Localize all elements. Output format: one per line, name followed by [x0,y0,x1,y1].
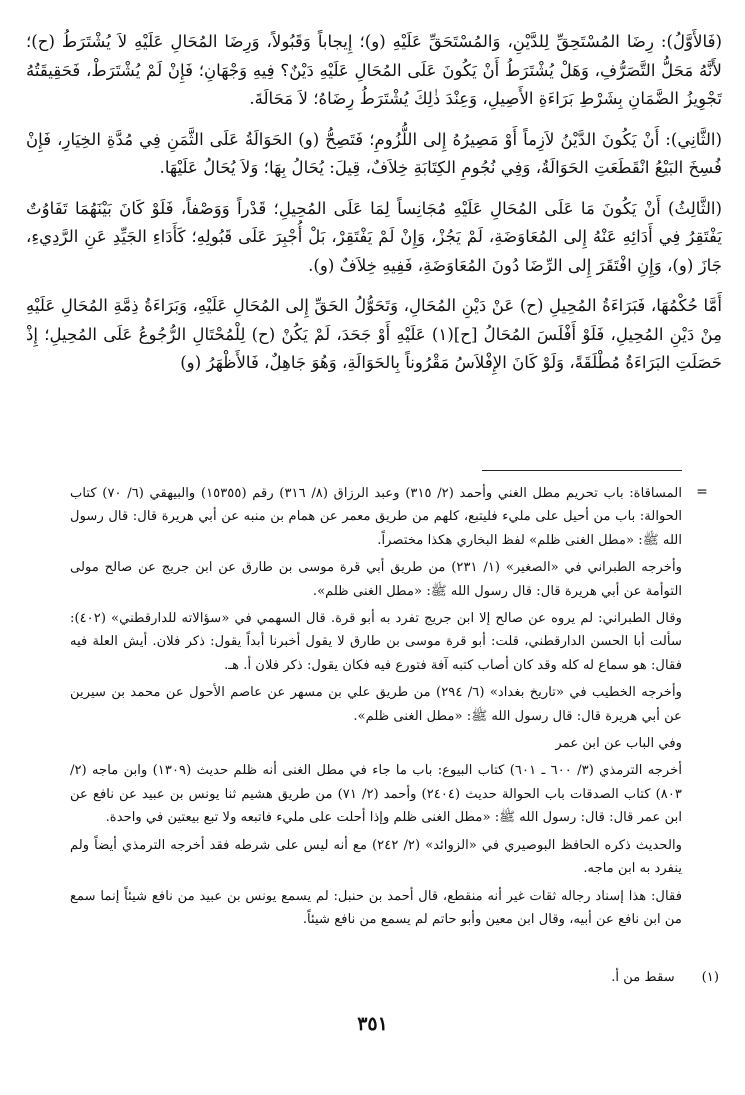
note-paragraph: وقال الطبراني: لم يروه عن صالح إلا ابن جريج تفرد به أبو قرة. قال السهمي في «سؤالاته للدارقطني» (٤٠٢): سألت أبا الحسن الدارقطني، قلت: أبو قرة موسى بن طارق لا يقول أخبرنا أبداً يقول: ذكر فلان. أيش العلة فيه فقال: هو سماع له كله وقد كان أصاب كتبه آفة فتورع فيه فكان يقول: ذكر فلان أ. هـ. [70,611,682,673]
footnote-1 [159,966,719,989]
footnotes-block [70,482,682,935]
footnote-separator [482,470,682,471]
main-text [26,28,722,390]
note-paragraph: وأخرجه الخطيب في «تاريخ بغداد» (٦/ ٢٩٤) من طريق علي بن مسهر عن عاصم الأحول عن محمد بن سيرين عن أبي هريرة قال: قال رسول الله ﷺ: «مطل الغنى ظلم». [70,685,682,724]
note-paragraph: والحديث ذكره الحافظ البوصيري في «الزوائد» (٢/ ٢٤٢) مع أنه ليس على شرطه فقد أخرجه الترمذي أيضاً ولم ينفرد به ابن ماجه. [70,837,682,877]
note-paragraph: المساقاة: باب تحريم مطل الغني وأحمد (٢/ ٣١٥) وعبد الرزاق (٨/ ٣١٦) رقم (١٥٣٥٥) والبيهقي (٦/ ٧٠) كتاب الحوالة: باب من أحيل على مليء فليتبع، كلهم من طريق معمر عن همام بن منبه عن أبي هريرة قال: قال رسول الله ﷺ: «مطل الغنى ظلم» لفظ البخاري هكذا مختصراً. [70,486,682,548]
main-paragraph-ruling: أَمَّا حُكْمُهَا، فَبَرَاءَةُ المُحِيلِ (ح) عَنْ دَيْنِ المُحَالِ، وَتَحَوُّلُ الحَقِّ إِلى المُحَالِ عَلَيْهِ، وَبَرَاءَةُ ذِمَّةِ المُحَالِ عَلَيْهِ مِنْ دَيْنِ المُحِيلِ، فَلَوْ أَفْلَسَ المُحَالُ [ح](١) عَلَيْهِ أَوْ جَحَدَ، لَمْ يَكُنْ (ح) لِلْمُحْتَالِ الرُّجُوعُ عَلَى المُحِيلِ؛ إِذْ حَصَلَتِ البَرَاءَةُ مُطْلَقَةً، وَلَوْ كَانَ الإِفْلاَسُ مَقْرُوناً بِالحَوَالَةِ، وَهُوَ جَاهِلٌ، فَالأَظْهَرُ (و) [26,296,722,372]
main-paragraph-third-condition: (الثَّالِثُ) أَنْ يَكُونَ مَا عَلَى المُحَالِ عَلَيْهِ مُجَانِساً لِمَا عَلَى المُحِيلِ؛ قَدْراً وَوَصْفاً، فَلَوْ كَانَ بَيْنَهُمَا تَفَاوُتٌ يَفْتَقِرُ فِي أَدَائِهِ عَنْهُ إِلى المُعَاوَضَةِ، لَمْ يَجُزْ، وَإِنْ لَمْ يَفْتَقِرْ، بَلْ أُجْبِرَ عَلَى قَبُولِهِ؛ كَأَدَاءِ الجَيِّدِ عَنِ الرَّدِيءِ، جَازَ (و)، وَإِنِ افْتَقَرَ إِلى الرِّضَا دُونَ المُعَاوَضَةِ، فَفِيهِ خِلاَفٌ (و). [26,198,722,275]
note-paragraph: فقال: هذا إسناد رجاله ثقات غير أنه منقطع، قال أحمد بن حنبل: لم يسمع يونس بن عبيد من نافع شيئاً إنما سمع من ابن نافع عن أبيه، وقال ابن معين وأبو حاتم لم يسمع من نافع شيئاً. [70,888,682,927]
main-paragraph-second-condition: (الثَّانِي): أَنْ يَكُونَ الدَّيْنُ لاَزِماً أَوْ مَصِيرُهُ إِلى اللُّزُومِ؛ فَتَصِحُّ (و) الحَوَالَةُ عَلَى الثَّمَنِ فِي مُدَّةِ الخِيَارِ، فَإِنْ فُسِخَ البَيْعُ انْقَطَعَتِ الحَوَالَةُ، وَفِي نُجُومِ الكِتَابَةِ خِلاَفٌ، قِيلَ: يُحَالُ بِهَا؛ وَلاَ يُحَالُ عَلَيْهَا. [26,129,722,177]
footnote-text: سقط من أ. [611,970,675,985]
note-paragraph: وفي الباب عن ابن عمر [555,736,682,752]
footnote-number: (١) [701,970,719,985]
note-paragraph: أخرجه الترمذي (٣/ ٦٠٠ ـ ٦٠١) كتاب البيوع: باب ما جاء في مطل الغنى أنه ظلم حديث (١٣٠٩) وابن ماجه (٢/ ٨٠٣) كتاب الصدقات باب الحوالة حديث (٢٤٠٤) وأحمد (٢/ ٧١) من طريق هشيم ثنا يونس بن عبيد عن نافع عن ابن عمر قال: قال: رسول الله ﷺ: «مطل الغنى ظلم وإذا أحلت على مليء فاتبعه ولا تبع بيعتين في واحدة. [70,763,683,826]
page-number: ٣٥١ [357,1013,388,1035]
continuation-mark: = [696,484,708,500]
main-paragraph-first-condition: (فَالأَوَّلُ): رِضَا المُسْتَحِقِّ لِلدَّيْنِ، وَالمُسْتَحَقِّ عَلَيْهِ (و)؛ إِيجاباً وَقَبُولاً، وَرِضَا المُحَالِ عَلَيْهِ لاَ يُشْتَرَطُ (ح)؛ لأَنَّهُ مَحَلُّ التَّصَرُّفِ، وَهَلْ يُشْتَرَطُ أَنْ يَكُونَ عَلَى المُحَالِ عَلَيْهِ دَيْنٌ؟ فِيهِ وَجْهَانِ؛ فَإِنْ لَمْ يُشْتَرَطْ، فَحَقِيقَتُهُ تَجْوِيزُ الضَّمَانِ بِشَرْطِ بَرَاءَةِ الأَصِيلِ، وَعِنْدَ ذٰلِكَ يُشْتَرَطُ رِضَاهُ؛ لاَ مَحَالَةَ. [26,32,722,108]
note-paragraph: وأخرجه الطبراني في «الصغير» (١/ ٢٣١) من طريق أبي قرة موسى بن طارق عن ابن جريج عن صالح مولى التوأمة عن أبي هريرة قال: قال رسول الله ﷺ: «مطل الغنى ظلم». [70,560,682,599]
